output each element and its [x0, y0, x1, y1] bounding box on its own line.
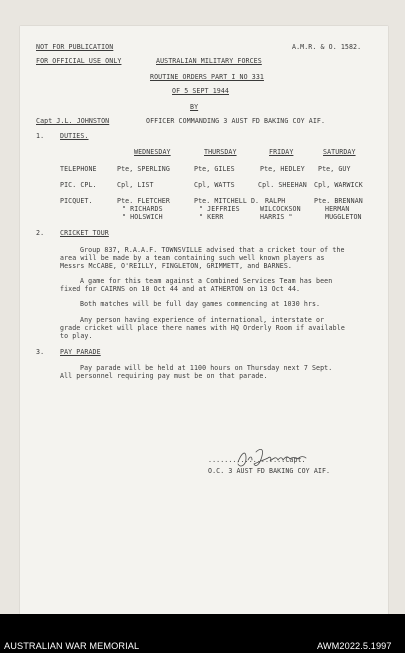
- forces-heading: AUSTRALIAN MILITARY FORCES: [156, 57, 262, 65]
- signature-line: ...................Capt.: [208, 456, 306, 464]
- officer-name: Capt J.L. JOHNSTON: [36, 117, 110, 125]
- duty-cell: " JEFFRIES: [199, 205, 240, 213]
- officer-title: OFFICER COMMANDING 3 AUST FD BAKING COY AIF.: [146, 117, 326, 125]
- duty-cell: Pte, GUY: [318, 165, 351, 173]
- paragraph-line: Pay parade will be held at 1100 hours on Thursday next 7 Sept.: [80, 364, 333, 372]
- day-saturday: SATURDAY: [323, 148, 356, 156]
- duty-cell: Cpl, WATTS: [194, 181, 235, 189]
- footer-accession-number: AWM2022.5.1997: [317, 641, 392, 651]
- duty-cell: Cpl. SHEEHAN: [258, 181, 307, 189]
- routine-orders-heading: ROUTINE ORDERS PART I NO 331: [150, 73, 264, 81]
- section2-title: CRICKET TOUR: [60, 229, 109, 237]
- duty-cell: " HOLSWICH: [122, 213, 163, 221]
- day-wednesday: WEDNESDAY: [134, 148, 171, 156]
- duty-cell: MUGGLETON: [325, 213, 362, 221]
- duty-cell: " KERR: [199, 213, 224, 221]
- archive-footer: [0, 614, 405, 653]
- orders-date: OF 5 SEPT 1944: [172, 87, 229, 95]
- duty-label: PICQUET.: [60, 197, 93, 205]
- duty-cell: Pte. MITCHELL D.: [194, 197, 260, 205]
- duty-cell: HARRIS ": [260, 213, 293, 221]
- not-for-publication: NOT FOR PUBLICATION: [36, 43, 114, 51]
- paragraph-line: Both matches will be full day games commencing at 1030 hrs.: [80, 300, 321, 308]
- section1-number: 1.: [36, 132, 45, 140]
- duty-cell: Pte. FLETCHER: [117, 197, 170, 205]
- duty-cell: Pte, SPERLING: [117, 165, 170, 173]
- duty-label: TELEPHONE: [60, 165, 97, 173]
- paragraph-line: All personnel requiring pay must be on that parade.: [60, 372, 268, 380]
- handwritten-signature: [234, 446, 316, 472]
- duty-cell: HERMAN: [325, 205, 350, 213]
- by-label: BY: [190, 103, 199, 111]
- signature-block: O.C. 3 AUST FD BAKING COY AIF.: [208, 467, 331, 475]
- duty-row-pic: [20, 181, 388, 189]
- duty-cell: Cpl, WARWICK: [314, 181, 363, 189]
- duty-row-telephone: [20, 165, 388, 173]
- duty-cell: Pte, HEDLEY: [260, 165, 305, 173]
- duty-label: PIC. CPL.: [60, 181, 97, 189]
- paragraph-line: fixed for CAIRNS on 10 Oct 44 and at ATHERTON on 13 Oct 44.: [60, 285, 301, 293]
- paragraph-line: area will be made by a team containing such well known players as: [60, 254, 325, 262]
- paragraph-line: Group 837, R.A.A.F. TOWNSVILLE advised that a cricket tour of the: [80, 246, 345, 254]
- section3-number: 3.: [36, 348, 45, 356]
- footer-institution: AUSTRALIAN WAR MEMORIAL: [4, 641, 140, 651]
- duty-cell: Pte. BRENNAN: [314, 197, 363, 205]
- official-use-label: FOR OFFICIAL USE ONLY: [36, 57, 122, 65]
- paragraph-line: A game for this team against a Combined Services Team has been: [80, 277, 333, 285]
- duty-cell: RALPH: [265, 197, 286, 205]
- duty-cell: " RICHARDS: [122, 205, 163, 213]
- section2-number: 2.: [36, 229, 45, 237]
- paragraph-line: grade cricket will place there names with HQ Orderly Room if available: [60, 324, 345, 332]
- duty-cell: Pte, GILES: [194, 165, 235, 173]
- day-thursday: THURSDAY: [204, 148, 237, 156]
- document-page: [20, 26, 388, 615]
- section3-title: PAY PARADE: [60, 348, 101, 356]
- paragraph-line: Messrs McCABE, O'REILLY, FINGLETON, GRIMMETT, and BARNES.: [60, 262, 292, 270]
- duty-cell: WILCOCKSON: [260, 205, 301, 213]
- paragraph-line: to play.: [60, 332, 93, 340]
- paragraph-line: Any person having experience of international, interstate or: [80, 316, 325, 324]
- section1-title: DUTIES.: [60, 132, 89, 140]
- duty-row-picquet: [20, 197, 388, 221]
- duty-cell: Cpl, LIST: [117, 181, 154, 189]
- amr-reference: A.M.R. & O. 1582.: [292, 43, 362, 51]
- day-friday: FRIDAY: [269, 148, 294, 156]
